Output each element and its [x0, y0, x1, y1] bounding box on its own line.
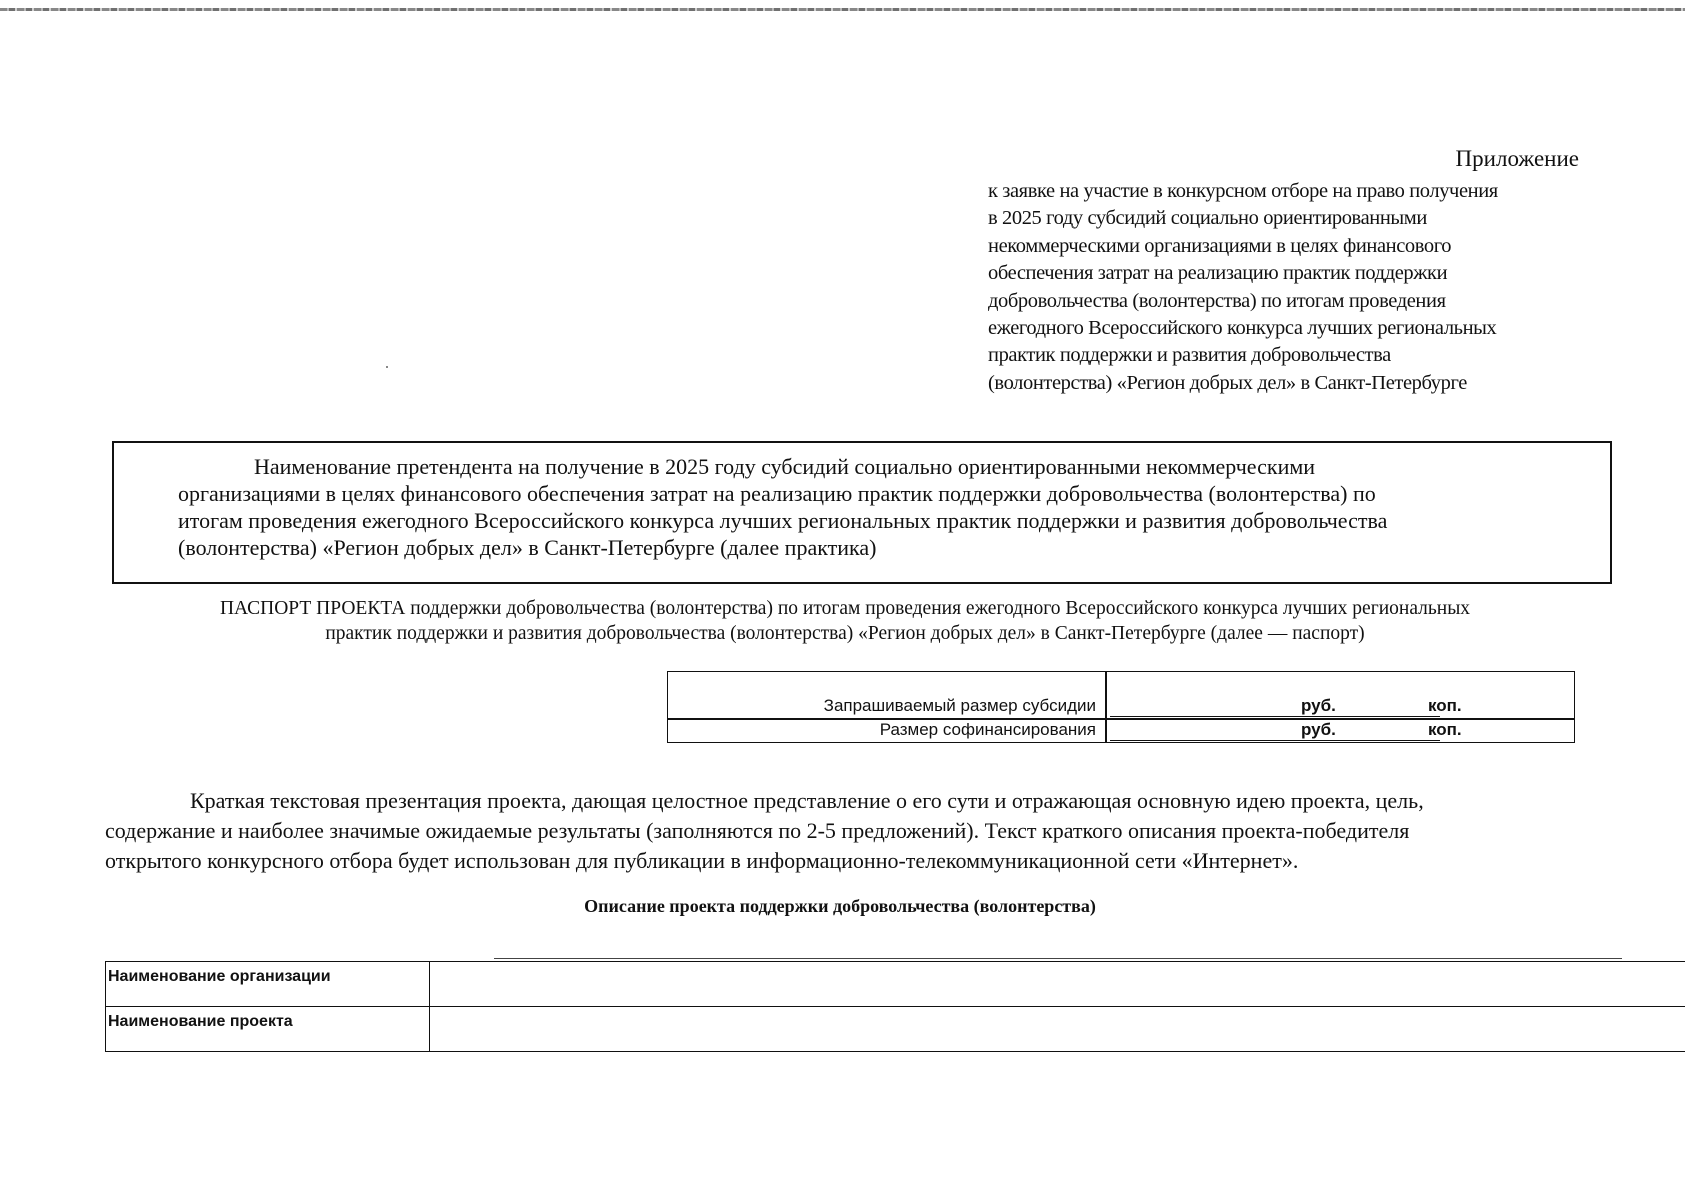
cofinancing-label: Размер софинансирования	[879, 720, 1096, 739]
passport-title-line: практик поддержки и развития добровольчества (волонтерства) «Регион добрых дел» в Санкт-Петербурге (далее — паспорт)	[325, 623, 1365, 644]
organization-name-field[interactable]	[430, 961, 1685, 1007]
appendix-line: добровольчества (волонтерства) по итогам проведения	[988, 289, 1446, 312]
appendix-line: в 2025 году субсидий социально ориентированными	[988, 207, 1427, 230]
appendix-line: (волонтерства) «Регион добрых дел» в Санкт-Петербурге	[988, 371, 1467, 394]
kop-label: коп.	[1428, 696, 1462, 715]
appendix-line: к заявке на участие в конкурсном отборе на право получения	[988, 180, 1498, 202]
table-divider	[1105, 672, 1107, 742]
appendix-title: Приложение	[1455, 146, 1579, 171]
subsidy-table	[667, 671, 1575, 743]
passport-title	[100, 596, 1590, 646]
presentation-paragraph	[105, 786, 1585, 876]
rub-label: руб.	[1301, 696, 1336, 715]
presentation-line: открытого конкурсного отбора будет использован для публикации в информационно-телекоммуникационной сети «Интернет».	[105, 848, 1299, 873]
presentation-line: Краткая текстовая презентация проекта, дающая целостное представление о его сути и отражающая основную идею проекта, цель,	[190, 788, 1424, 813]
appendix-text	[988, 178, 1588, 397]
project-name-label: Наименование проекта	[105, 1006, 430, 1052]
kop-label: коп.	[1428, 720, 1462, 739]
cofinancing-field[interactable]	[1110, 740, 1440, 741]
scan-edge-artifact	[0, 8, 1685, 11]
applicant-line: (волонтерства) «Регион добрых дел» в Санкт-Петербурге (далее практика)	[178, 535, 877, 560]
passport-title-line: ПАСПОРТ ПРОЕКТА поддержки добровольчества (волонтерства) по итогам проведения ежегодного Всероссийского конкурса лучших региональных	[219, 598, 1471, 619]
appendix-line: некоммерческими организациями в целях финансового	[988, 234, 1452, 257]
rub-label: руб.	[1301, 720, 1336, 739]
requested-subsidy-label: Запрашиваемый размер субсидии	[823, 696, 1096, 715]
project-name-field[interactable]	[430, 1006, 1685, 1052]
appendix-line: ежегодного Всероссийского конкурса лучших региональных	[988, 317, 1497, 340]
presentation-line: содержание и наиболее значимые ожидаемые результаты (заполняются по 2-5 предложений). Текст краткого описания проекта-победителя	[105, 818, 1410, 843]
appendix-line: обеспечения затрат на реализацию практик поддержки	[988, 262, 1448, 285]
requested-subsidy-field[interactable]	[1110, 716, 1440, 717]
description-title: Описание проекта поддержки добровольчества (волонтерства)	[584, 896, 1096, 916]
applicant-line: Наименование претендента на получение в 2025 году субсидий социально ориентированными некоммерческими	[254, 454, 1316, 479]
applicant-name-box[interactable]	[112, 441, 1612, 584]
applicant-line: организациями в целях финансового обеспечения затрат на реализацию практик поддержки добровольчества (волонтерства) по	[178, 481, 1376, 506]
organization-name-label: Наименование организации	[105, 961, 430, 1007]
applicant-line: итогам проведения ежегодного Всероссийского конкурса лучших региональных практик поддержки и развития добровольчества	[178, 508, 1388, 533]
scan-rule	[494, 958, 1622, 959]
scan-speck	[386, 366, 388, 368]
appendix-line: практик поддержки и развития добровольчества	[988, 344, 1391, 367]
